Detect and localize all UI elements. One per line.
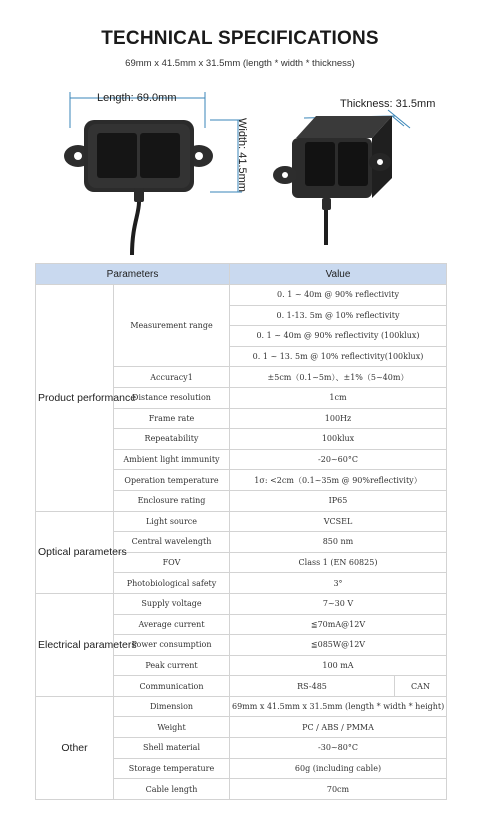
param-value: 0. 1 ~ 40m @ 90% reflectivity (100klux) [230,326,447,347]
param-name: Photobiological safety [114,573,230,594]
param-value: 60g (including cable) [230,758,447,779]
param-name: Power consumption [114,635,230,656]
param-value: 0. 1-13. 5m @ 10% reflectivity [230,305,447,326]
param-value: 100Hz [230,408,447,429]
page-subtitle: 69mm x 41.5mm x 31.5mm (length * width * thickness) [125,58,355,69]
table-header-row [36,264,447,285]
param-name: Accuracy1 [114,367,230,388]
table-row [36,593,447,614]
param-name: Weight [114,717,230,738]
param-value: Class 1 (EN 60825) [230,552,447,573]
sensor-front-view [64,92,242,255]
param-value: VCSEL [230,511,447,532]
header-parameters: Parameters [36,264,230,285]
param-name: Peak current [114,655,230,676]
param-value: 850 nm [230,532,447,553]
param-value: ≦085W@12V [230,635,447,656]
param-name: Repeatability [114,429,230,450]
param-name: Central wavelength [114,532,230,553]
param-name: Light source [114,511,230,532]
param-name: Storage temperature [114,758,230,779]
param-value: CAN [395,676,447,697]
param-value: IP65 [230,490,447,511]
param-name: FOV [114,552,230,573]
param-name: Distance resolution [114,387,230,408]
group-name: Electrical parameters [36,593,114,696]
length-label: Length: 69.0mm [97,92,177,104]
header-value: Value [230,264,447,285]
table-row [36,285,447,306]
table-row [36,696,447,717]
param-name: Average current [114,614,230,635]
param-value: PC / ABS / PMMA [230,717,447,738]
spec-table [35,263,447,800]
param-value: -20~60°C [230,449,447,470]
param-name: Operation temperature [114,470,230,491]
group-name: Product performance [36,285,114,512]
param-value: 70cm [230,779,447,800]
param-name: Cable length [114,779,230,800]
param-value: RS-485 [230,676,395,697]
param-name: Supply voltage [114,593,230,614]
width-label: Width: 41.5mm [236,118,248,192]
page-title: TECHNICAL SPECIFICATIONS [101,28,379,49]
param-value: -30~80°C [230,738,447,759]
param-value: ±5cm（0.1~5m）、±1%（5~40m） [230,367,447,388]
param-value: ≦70mA@12V [230,614,447,635]
sensor-side-view [273,110,410,245]
param-name: Shell material [114,738,230,759]
table-row [36,511,447,532]
group-name: Optical parameters [36,511,114,593]
param-name: Enclosure rating [114,490,230,511]
param-value: 100 mA [230,655,447,676]
param-value: 0. 1 ~ 13. 5m @ 10% reflectivity(100klux) [230,346,447,367]
param-value: 69mm x 41.5mm x 31.5mm (length * width * height) [230,696,447,717]
param-name: Measurement range [114,285,230,367]
param-name: Ambient light immunity [114,449,230,470]
group-name: Other [36,696,114,799]
param-name: Dimension [114,696,230,717]
thickness-label: Thickness: 31.5mm [340,98,436,110]
param-value: 0. 1 ~ 40m @ 90% reflectivity [230,285,447,306]
param-value: 100klux [230,429,447,450]
param-name: Frame rate [114,408,230,429]
param-value: 7~30 V [230,593,447,614]
param-name: Communication [114,676,230,697]
param-value: 1σ: <2cm（0.1~35m @ 90%reflectivity） [230,470,447,491]
param-value: 3° [230,573,447,594]
param-value: 1cm [230,387,447,408]
